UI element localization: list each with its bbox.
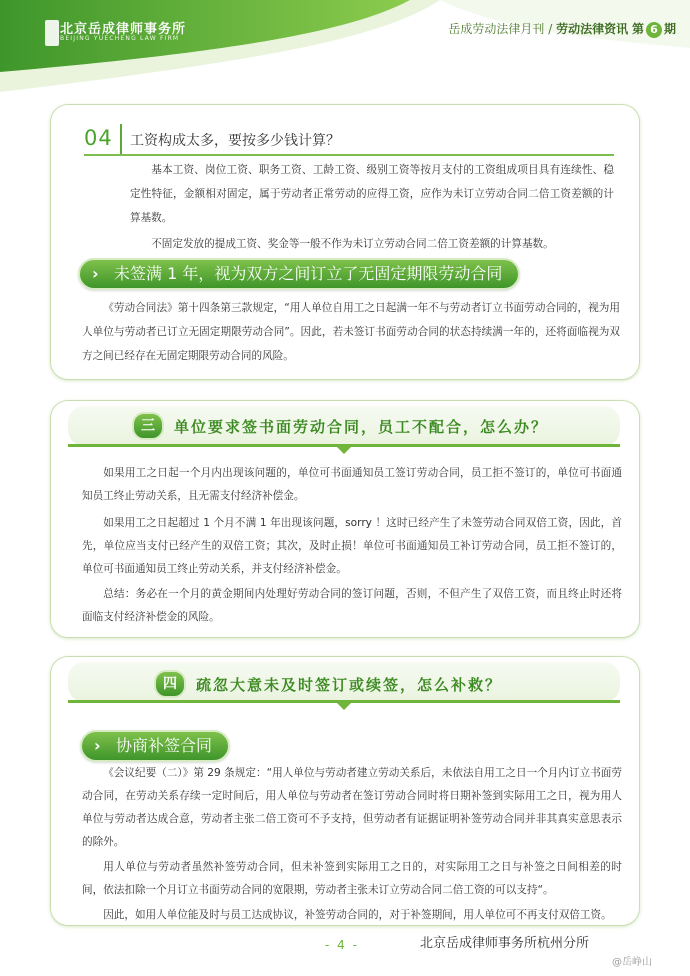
section-4-title: 疏忽大意未及时签订或续签，怎么补救？ <box>196 676 503 694</box>
section-3-paragraph: 如果用工之日起一个月内出现该问题的，单位可书面通知员工签订劳动合同，员工拒不签订的，单位可书面通知员工终止劳动关系，且无需支付经济补偿金。 <box>82 467 622 502</box>
section-04-body <box>130 158 614 256</box>
section-04-divider <box>120 124 122 156</box>
section-3-body <box>82 462 622 629</box>
section-4-banner-pointer <box>336 702 352 710</box>
issue-number-badge: 6 <box>646 22 662 38</box>
section-3-badge: 三 <box>132 412 164 440</box>
section-3-banner-pointer <box>336 446 352 454</box>
watermark-handle: @岳峥山 <box>612 957 652 968</box>
header-swoosh <box>0 0 690 100</box>
section-4-subheading-pill <box>80 730 230 762</box>
section-name: 劳动法律资讯 <box>556 22 629 36</box>
firm-name-en: BEIJING YUECHENG LAW FIRM <box>60 35 180 42</box>
section-04-paragraph: 基本工资、岗位工资、职务工资、工龄工资、级别工资等按月支付的工资组成项目具有连续性、稳定性特征，金额相对固定，属于劳动者正常劳动的应得工资，应作为未订立劳动合同二倍工资差额的计算基数。 <box>130 164 614 224</box>
publication-header <box>448 20 676 38</box>
issue-prefix: 第 <box>631 22 644 36</box>
section-04-paragraph: 不固定发放的提成工资、奖金等一般不作为未订立劳动合同二倍工资差额的计算基数。 <box>151 238 554 250</box>
section-04-number: 04 <box>84 126 113 150</box>
firm-name-cn: 北京岳成律师事务所 <box>60 22 187 37</box>
section-04-rule <box>84 154 614 156</box>
section-3-paragraph: 如果用工之日起超过 1 个月不满 1 年出现该问题，sorry ！这时已经产生了未签劳动合同双倍工资，因此，首先，单位应当支付已经产生的双倍工资；其次，及时止损！单位可书面通知员工补订劳动合同，员工拒不签订的，单位可书面通知员工终止劳动关系，并支付经济补偿金。 <box>82 517 622 575</box>
section-4-body <box>82 762 622 927</box>
chevron-right-icon: › <box>94 736 101 755</box>
publication-name: 岳成劳动法律月刊 <box>448 22 545 36</box>
section-4-paragraph: 用人单位与劳动者虽然补签劳动合同，但未补签到实际用工之日的，对实际用工之日与补签之日间相差的时间，依法扣除一个月订立书面劳动合同的宽限期，劳动者主张未订立劳动合同二倍工资的可以支持“。 <box>82 861 622 896</box>
issue-suffix: 期 <box>663 22 676 36</box>
section-4-badge: 四 <box>154 670 186 698</box>
section-4-paragraph: 《会议纪要（二）》第 29 条规定：“用人单位与劳动者建立劳动关系后，未依法自用工之日一个月内订立书面劳动合同，在劳动关系存续一定时间后，用人单位与劳动者在签订劳动合同时将日期补签到实际用工之日，视为用人单位与劳动者达成合意，劳动者主张二倍工资可不予支持，但劳动者有证据证明补签劳动合同并非其真实意思表示的除外。 <box>82 767 622 848</box>
section-04-subheading-pill <box>78 258 520 290</box>
section-04-pill-body <box>82 296 620 368</box>
firm-logo-icon <box>45 20 59 46</box>
chevron-right-icon: › <box>92 264 99 283</box>
watermark-text: 北京岳成律师事务所杭州分所 <box>420 936 590 951</box>
page-number: - 4 - <box>325 938 359 952</box>
subheading-label: 协商补签合同 <box>116 736 213 755</box>
section-3-title: 单位要求签书面劳动合同，员工不配合，怎么办？ <box>174 418 549 436</box>
header-separator: / <box>548 22 553 36</box>
section-04-title: 工资构成太多，要按多少钱计算？ <box>130 133 340 149</box>
subheading-label: 未签满 1 年，视为双方之间订立了无固定期限劳动合同 <box>114 264 503 283</box>
section-4-paragraph: 因此，如用人单位能及时与员工达成协议，补签劳动合同的，对于补签期间，用人单位可不再支付双倍工资。 <box>103 909 612 921</box>
section-3-paragraph: 总结：务必在一个月的黄金期间内处理好劳动合同的签订问题，否则，不但产生了双倍工资，而且终止时还将面临支付经济补偿金的风险。 <box>82 588 622 623</box>
section-04-pill-paragraph: 《劳动合同法》第十四条第三款规定，“用人单位自用工之日起满一年不与劳动者订立书面劳动合同的，视为用人单位与劳动者已订立无固定期限劳动合同”。因此，若未签订书面劳动合同的状态持续满一年的，还将面临视为双方之间已经存在无固定期限劳动合同的风险。 <box>82 302 620 362</box>
